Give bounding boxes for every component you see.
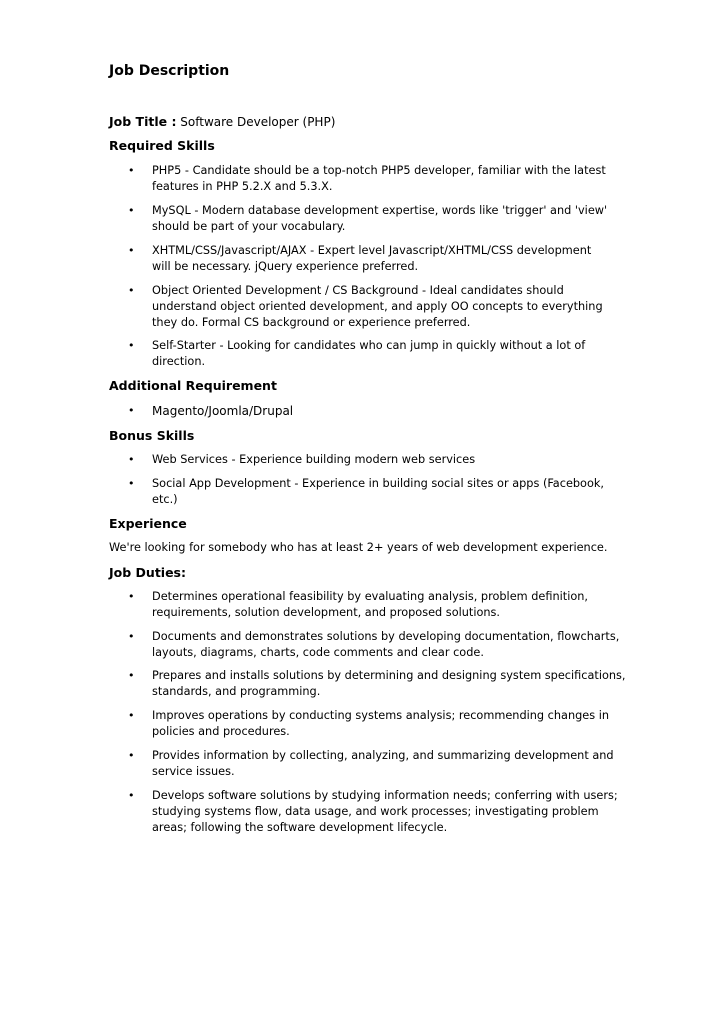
additional-requirement-heading: Additional Requirement: [109, 378, 277, 393]
list-item: [152, 476, 612, 508]
bonus-skills-heading: Bonus Skills: [109, 428, 195, 443]
list-item-line: features in PHP 5.2.X and 5.3.X.: [152, 180, 333, 193]
list-item-line: layouts, diagrams, charts, code comments and clear code.: [152, 646, 484, 659]
list-item-line: Improves operations by conducting systems analysis; recommending changes in: [152, 709, 610, 722]
bullet-icon: •: [128, 453, 135, 466]
bullet-icon: •: [128, 789, 135, 802]
list-item: [152, 403, 612, 419]
list-item-line: studying systems flow, data usage, and work processes; investigating problem: [152, 805, 599, 818]
bullet-icon: •: [128, 339, 135, 352]
bullet-icon: •: [128, 669, 135, 682]
list-item-line: Self-Starter - Looking for candidates who can jump in quickly without a lot of: [152, 339, 586, 352]
list-item-line: MySQL - Modern database development expertise, words like 'trigger' and 'view': [152, 204, 608, 217]
list-item: [152, 243, 612, 275]
list-item: [152, 452, 612, 468]
list-item-line: Provides information by collecting, analyzing, and summarizing development and: [152, 749, 614, 762]
bullet-icon: •: [128, 284, 135, 297]
experience-heading: Experience: [109, 516, 187, 531]
list-item-line: Determines operational feasibility by evaluating analysis, problem definition,: [152, 590, 589, 603]
job-title-line: [109, 113, 335, 130]
list-item-line: understand object oriented development, and apply OO concepts to everything: [152, 300, 603, 313]
bullet-icon: •: [128, 404, 135, 417]
list-item-line: policies and procedures.: [152, 725, 290, 738]
job-title-label: Job Title :: [109, 114, 177, 129]
job-duties-heading: Job Duties:: [109, 565, 186, 580]
bullet-icon: •: [128, 709, 135, 722]
bullet-icon: •: [128, 164, 135, 177]
list-item-line: Object Oriented Development / CS Background - Ideal candidates should: [152, 284, 564, 297]
list-item: [152, 338, 612, 370]
bullet-icon: •: [128, 204, 135, 217]
experience-text: We're looking for somebody who has at least 2+ years of web development experience.: [109, 541, 608, 554]
job-title-value: Software Developer (PHP): [176, 115, 336, 129]
list-item-line: etc.): [152, 493, 178, 506]
list-item: [152, 589, 612, 621]
list-item-line: requirements, solution development, and proposed solutions.: [152, 606, 501, 619]
list-item: [152, 748, 612, 780]
list-item: [152, 163, 612, 195]
list-item-line: PHP5 - Candidate should be a top-notch PHP5 developer, familiar with the latest: [152, 164, 606, 177]
list-item: [152, 283, 612, 331]
bullet-icon: •: [128, 590, 135, 603]
list-item-line: will be necessary. jQuery experience preferred.: [152, 260, 419, 273]
list-item: [152, 788, 618, 836]
list-item-line: they do. Formal CS background or experience preferred.: [152, 316, 471, 329]
required-skills-heading: Required Skills: [109, 138, 215, 153]
bullet-icon: •: [128, 477, 135, 490]
list-item-line: Prepares and installs solutions by determining and designing system specifications,: [152, 669, 626, 682]
list-item-line: Documents and demonstrates solutions by developing documentation, flowcharts,: [152, 630, 620, 643]
bullet-icon: •: [128, 244, 135, 257]
list-item-line: areas; following the software development lifecycle.: [152, 821, 448, 834]
list-item-line: XHTML/CSS/Javascript/AJAX - Expert level Javascript/XHTML/CSS development: [152, 244, 592, 257]
list-item: [152, 629, 620, 661]
document-title: Job Description: [109, 63, 230, 79]
list-item: [152, 203, 612, 235]
list-item-line: Web Services - Experience building modern web services: [152, 453, 476, 466]
list-item-line: Develops software solutions by studying information needs; conferring with users;: [152, 789, 618, 802]
list-item-line: service issues.: [152, 765, 235, 778]
list-item-line: direction.: [152, 355, 206, 368]
list-item-line: standards, and programming.: [152, 685, 321, 698]
bullet-icon: •: [128, 749, 135, 762]
bullet-icon: •: [128, 630, 135, 643]
list-item-line: Magento/Joomla/Drupal: [152, 404, 294, 418]
list-item-line: should be part of your vocabulary.: [152, 220, 346, 233]
list-item: [152, 708, 612, 740]
list-item-line: Social App Development - Experience in building social sites or apps (Facebook,: [152, 477, 605, 490]
list-item: [152, 668, 626, 700]
